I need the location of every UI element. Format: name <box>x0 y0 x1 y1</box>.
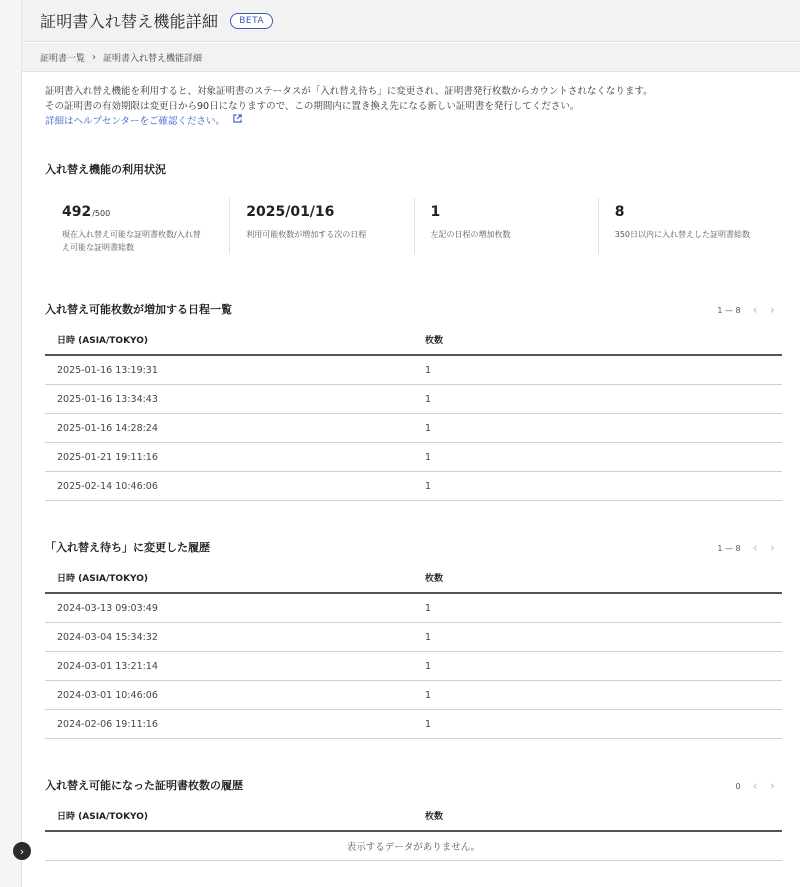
description-line: その証明書の有効期限は変更日から90日になりますので、この期間内に置き換え先になる新しい証明書を発行してください。 <box>45 101 580 112</box>
usage-section-title: 入れ替え機能の利用状況 <box>45 163 166 176</box>
cell-count: 1 <box>425 393 432 405</box>
cell-datetime: 2024-03-01 13:21:14 <box>57 660 158 672</box>
pager-range: 0 <box>735 782 741 791</box>
stat-available-count <box>45 198 229 258</box>
chevron-right-icon: › <box>92 51 97 63</box>
description-line: 証明書入れ替え機能を利用すると、対象証明書のステータスが「入れ替え待ち」に変更され、証明書発行枚数からカウントされなくなります。 <box>45 86 653 97</box>
available-history-pager <box>736 779 776 794</box>
cell-datetime: 2025-01-21 19:11:16 <box>57 451 158 463</box>
chevron-left-icon[interactable]: ‹ <box>752 303 758 318</box>
help-center-link-label: 詳細はヘルプセンターをご確認ください。 <box>45 116 226 127</box>
column-header-count: 枚数 <box>425 335 444 346</box>
table-row <box>45 385 782 414</box>
table-header <box>45 324 782 356</box>
table-row <box>45 356 782 385</box>
stat-label: 左記の日程の増加枚数 <box>430 230 511 239</box>
cell-datetime: 2024-02-06 19:11:16 <box>57 718 158 730</box>
cell-datetime: 2024-03-04 15:34:32 <box>57 631 158 643</box>
schedule-pager <box>717 303 775 318</box>
breadcrumb-item-certificate-list[interactable]: 証明書一覧 <box>40 53 86 64</box>
column-header-datetime: 日時 (ASIA/TOKYO) <box>57 573 149 584</box>
table-row <box>45 443 782 472</box>
pager-range: 1 — 8 <box>717 544 741 553</box>
stat-value: 2025/01/16 <box>246 204 335 220</box>
breadcrumb-item-current: 証明書入れ替え機能詳細 <box>103 53 203 64</box>
chevron-right-icon[interactable]: › <box>769 541 775 556</box>
external-link-icon <box>233 114 242 129</box>
stat-label: 350日以内に入れ替えした証明書総数 <box>614 230 751 239</box>
cell-count: 1 <box>425 602 432 614</box>
stat-next-date <box>229 198 413 258</box>
cell-datetime: 2025-01-16 14:28:24 <box>57 422 158 434</box>
beta-badge: BETA <box>230 13 273 29</box>
chevron-right-icon[interactable]: › <box>769 303 775 318</box>
usage-stats <box>45 198 782 258</box>
stat-unit: /500 <box>92 209 111 218</box>
history-section-title: 「入れ替え待ち」に変更した履歴 <box>45 541 210 554</box>
stat-value: 8 <box>614 204 625 220</box>
chevron-right-icon: › <box>19 844 25 858</box>
chevron-right-icon[interactable]: › <box>769 779 775 794</box>
stat-label: 利用可能枚数が増加する次の日程 <box>246 230 367 239</box>
empty-message: 表示するデータがありません。 <box>45 832 782 861</box>
chevron-left-icon[interactable]: ‹ <box>752 541 758 556</box>
cell-datetime: 2024-03-01 10:46:06 <box>57 689 158 701</box>
stat-label: 現在入れ替え可能な証明書枚数/入れ替え可能な証明書総数 <box>62 230 201 252</box>
table-row <box>45 472 782 501</box>
table-row <box>45 623 782 652</box>
column-header-datetime: 日時 (ASIA/TOKYO) <box>57 811 149 822</box>
stat-increase-count <box>414 198 598 258</box>
table-row <box>45 594 782 623</box>
pager-range: 1 — 8 <box>717 306 741 315</box>
cell-count: 1 <box>425 480 432 492</box>
cell-datetime: 2025-02-14 10:46:06 <box>57 480 158 492</box>
schedule-section-title: 入れ替え可能枚数が増加する日程一覧 <box>45 303 232 316</box>
available-history-section-title: 入れ替え可能になった証明書枚数の履歴 <box>45 779 243 792</box>
cell-count: 1 <box>425 451 432 463</box>
page-header <box>22 0 800 42</box>
history-pager <box>717 541 775 556</box>
table-row <box>45 652 782 681</box>
help-center-link[interactable] <box>45 114 242 129</box>
column-header-count: 枚数 <box>425 573 444 584</box>
sidebar-toggle-button[interactable] <box>13 842 31 860</box>
left-sidebar <box>0 0 25 887</box>
table-row <box>45 681 782 710</box>
history-table <box>45 562 782 739</box>
cell-datetime: 2025-01-16 13:19:31 <box>57 364 158 376</box>
stat-value: 1 <box>430 204 441 220</box>
cell-datetime: 2025-01-16 13:34:43 <box>57 393 158 405</box>
table-header <box>45 562 782 594</box>
table-header <box>45 800 782 832</box>
description <box>45 84 653 129</box>
page-title: 証明書入れ替え機能詳細 <box>40 12 219 31</box>
column-header-count: 枚数 <box>425 811 444 822</box>
stat-value: 492 <box>62 204 92 220</box>
available-history-table <box>45 800 782 861</box>
cell-count: 1 <box>425 364 432 376</box>
cell-count: 1 <box>425 631 432 643</box>
cell-count: 1 <box>425 689 432 701</box>
table-row <box>45 710 782 739</box>
stat-replaced-total <box>598 198 782 258</box>
cell-count: 1 <box>425 422 432 434</box>
table-row <box>45 414 782 443</box>
cell-count: 1 <box>425 718 432 730</box>
schedule-table <box>45 324 782 501</box>
column-header-datetime: 日時 (ASIA/TOKYO) <box>57 335 149 346</box>
cell-datetime: 2024-03-13 09:03:49 <box>57 602 158 614</box>
breadcrumb <box>22 43 800 72</box>
cell-count: 1 <box>425 660 432 672</box>
chevron-left-icon[interactable]: ‹ <box>752 779 758 794</box>
